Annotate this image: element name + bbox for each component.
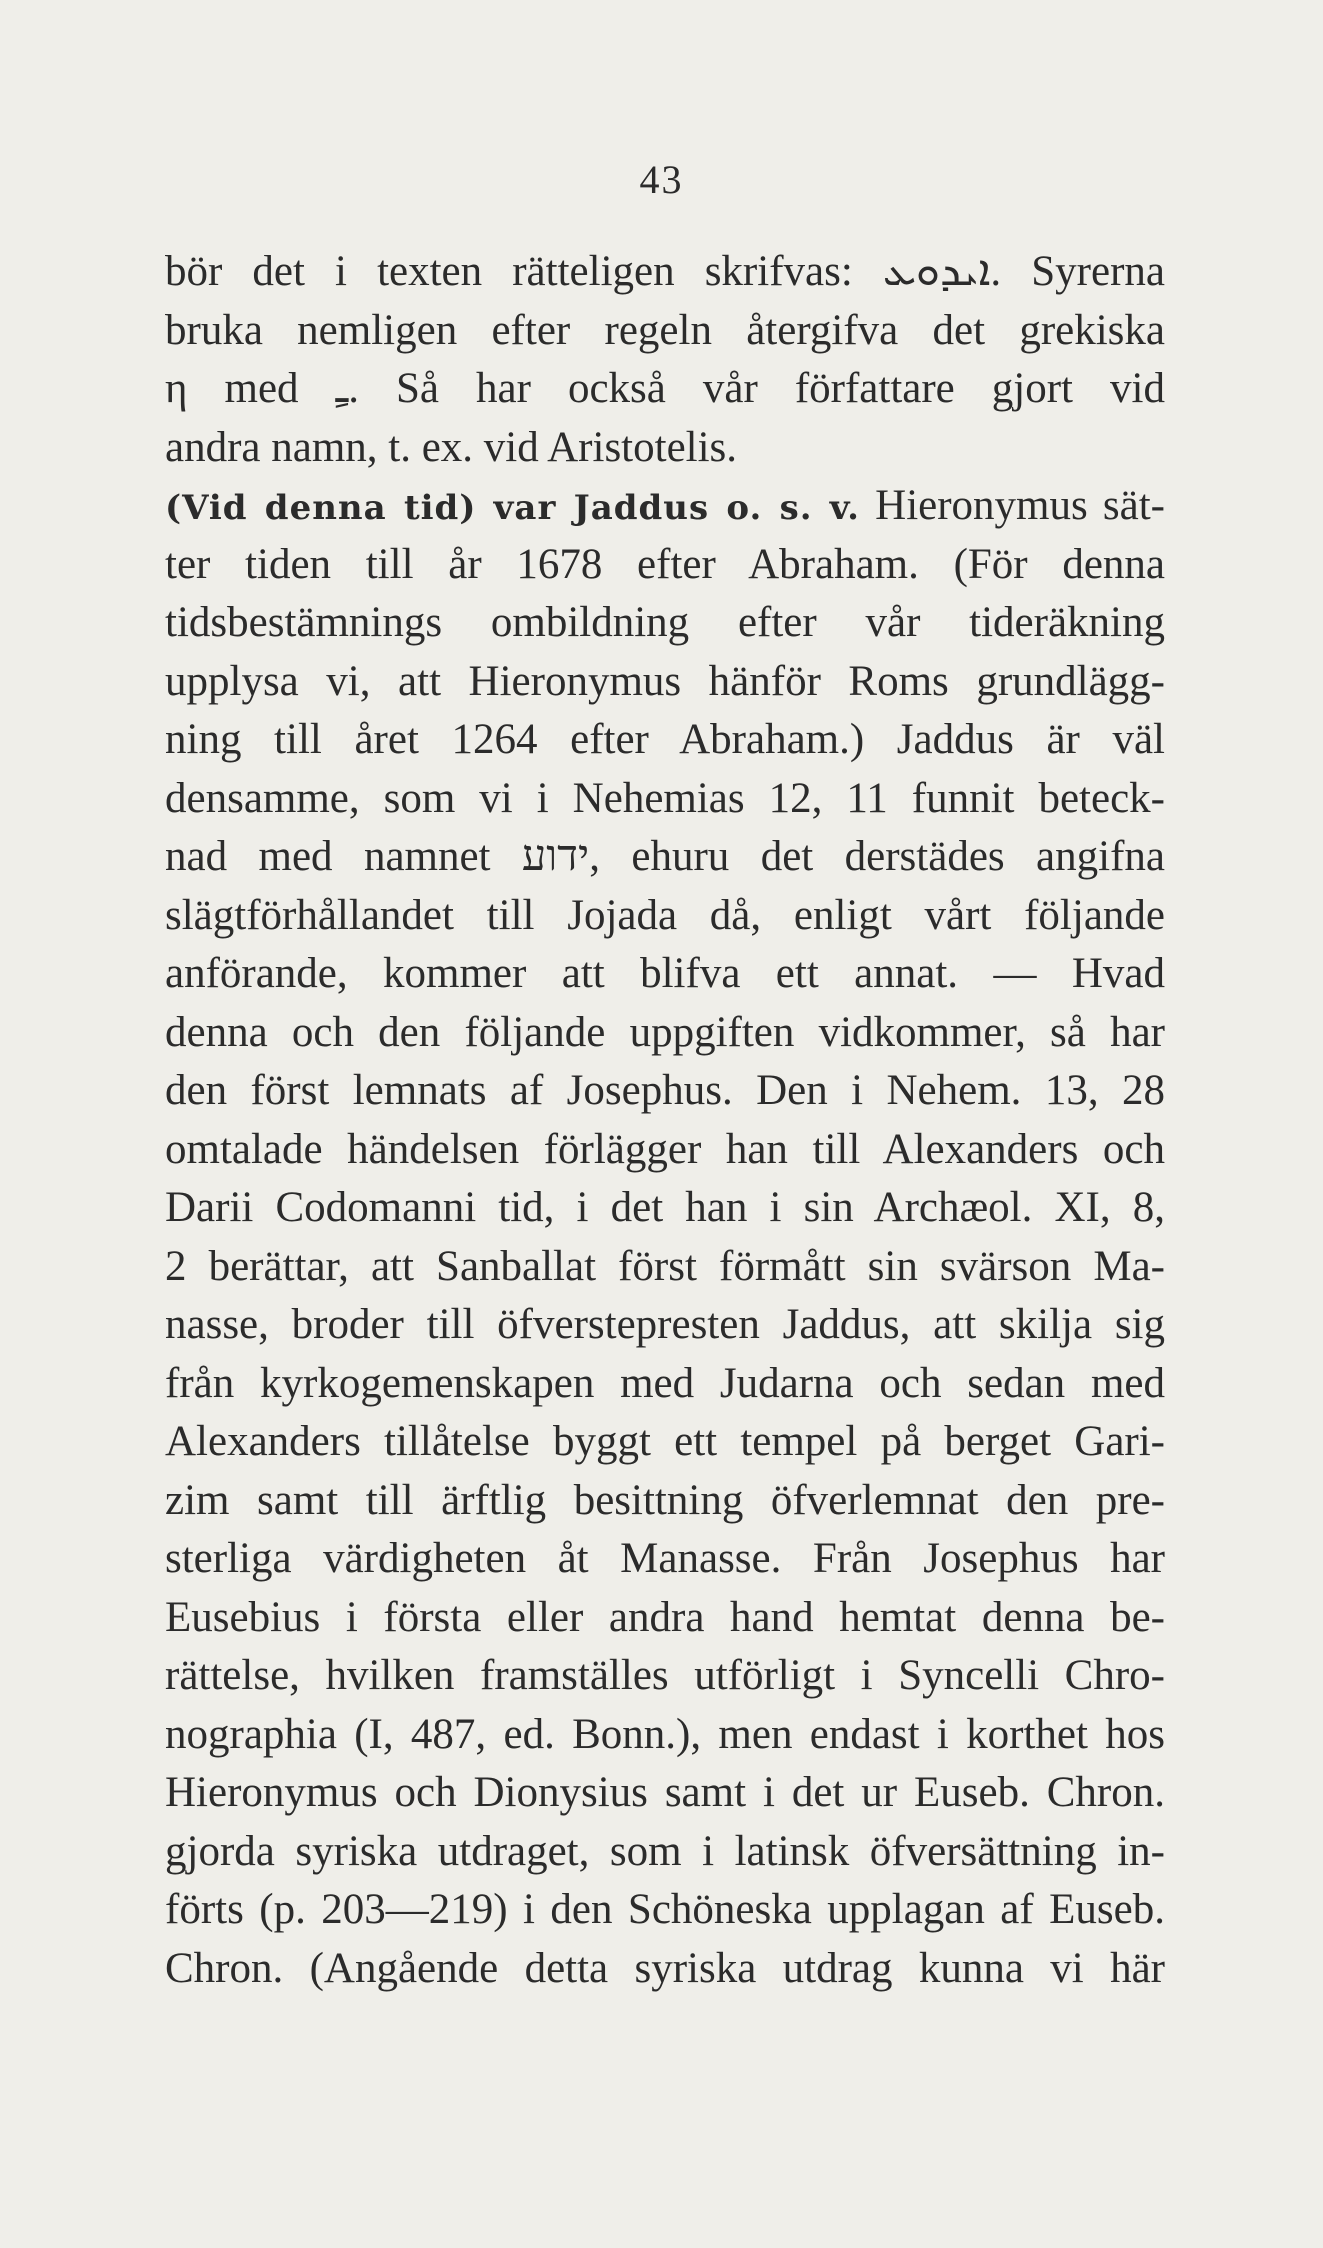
text-line: Darii Codomanni tid, i det han i sin Archæol. XI, 8, xyxy=(165,1184,1165,1231)
text-line: andra namn, t. ex. vid Aristotelis. xyxy=(165,423,738,471)
body-text xyxy=(165,243,1165,1998)
text-line: sterliga värdigheten åt Manasse. Från Josephus har xyxy=(165,1535,1165,1582)
text-line: Chron. (Angående detta syriska utdrag kunna vi här xyxy=(165,1944,1165,1992)
text-line: Alexanders tillåtelse byggt ett tempel på berget Gari- xyxy=(165,1418,1165,1465)
page-number: 43 xyxy=(639,157,684,202)
text-line: förts (p. 203—219) i den Schöneska upplagan af Euseb. xyxy=(165,1886,1165,1933)
text-line: zim samt till ärftlig besittning öfverlemnat den pre- xyxy=(165,1476,1165,1524)
lemma-heading: (Vid denna tid) var Jaddus o. s. v. xyxy=(165,488,860,528)
text-fragment: Hieronymus sät- xyxy=(875,482,1165,529)
text-line: 2 berättar, att Sanballat först förmått sin svärson Ma- xyxy=(165,1242,1165,1290)
text-line: Hieronymus och Dionysius samt i det ur Euseb. Chron. xyxy=(165,1769,1165,1816)
text-line: nographia (I, 487, ed. Bonn.), men endast i korthet hos xyxy=(165,1710,1165,1758)
text-line: nad med namnet ידוע, ehuru det derstädes angifna xyxy=(165,833,1165,880)
text-line: slägtförhållandet till Jojada då, enligt vårt följande xyxy=(165,891,1165,939)
text-line: ning till året 1264 efter Abraham.) Jaddus är väl xyxy=(165,716,1165,763)
text-line: tidsbestämnings ombildning efter vår tideräkning xyxy=(165,599,1165,646)
text-line: rättelse, hvilken framställes utförligt i Syncelli Chro- xyxy=(165,1652,1165,1699)
text-line: η med ـِ. Så har också vår författare gjort vid xyxy=(165,365,1165,412)
text-line: bruka nemligen efter regeln återgifva det grekiska xyxy=(165,306,1165,354)
text-line: omtalade händelsen förlägger han till Alexanders och xyxy=(165,1125,1165,1173)
text-line: ter tiden till år 1678 efter Abraham. (För denna xyxy=(165,540,1165,588)
text-line: den först lemnats af Josephus. Den i Nehem. 13, 28 xyxy=(165,1067,1165,1114)
text-line: upplysa vi, att Hieronymus hänför Roms grundlägg- xyxy=(165,657,1165,705)
text-line: bör det i texten rätteligen skrifvas: ܐܝܕܘܥ. Syrerna xyxy=(165,248,1165,295)
text-line: Eusebius i första eller andra hand hemtat denna be- xyxy=(165,1593,1165,1641)
text-line: denna och den följande uppgiften vidkommer, så har xyxy=(165,1008,1165,1056)
text-line: gjorda syriska utdraget, som i latinsk öfversättning in- xyxy=(165,1827,1165,1875)
text-line: anförande, kommer att blifva ett annat. — Hvad xyxy=(165,950,1165,997)
text-line: nasse, broder till öfverstepresten Jaddus, att skilja sig xyxy=(165,1301,1165,1348)
text-line: från kyrkogemenskapen med Judarna och sedan med xyxy=(165,1359,1165,1407)
lemma-line xyxy=(165,477,1165,536)
text-line: densamme, som vi i Nehemias 12, 11 funnit beteck- xyxy=(165,774,1165,822)
